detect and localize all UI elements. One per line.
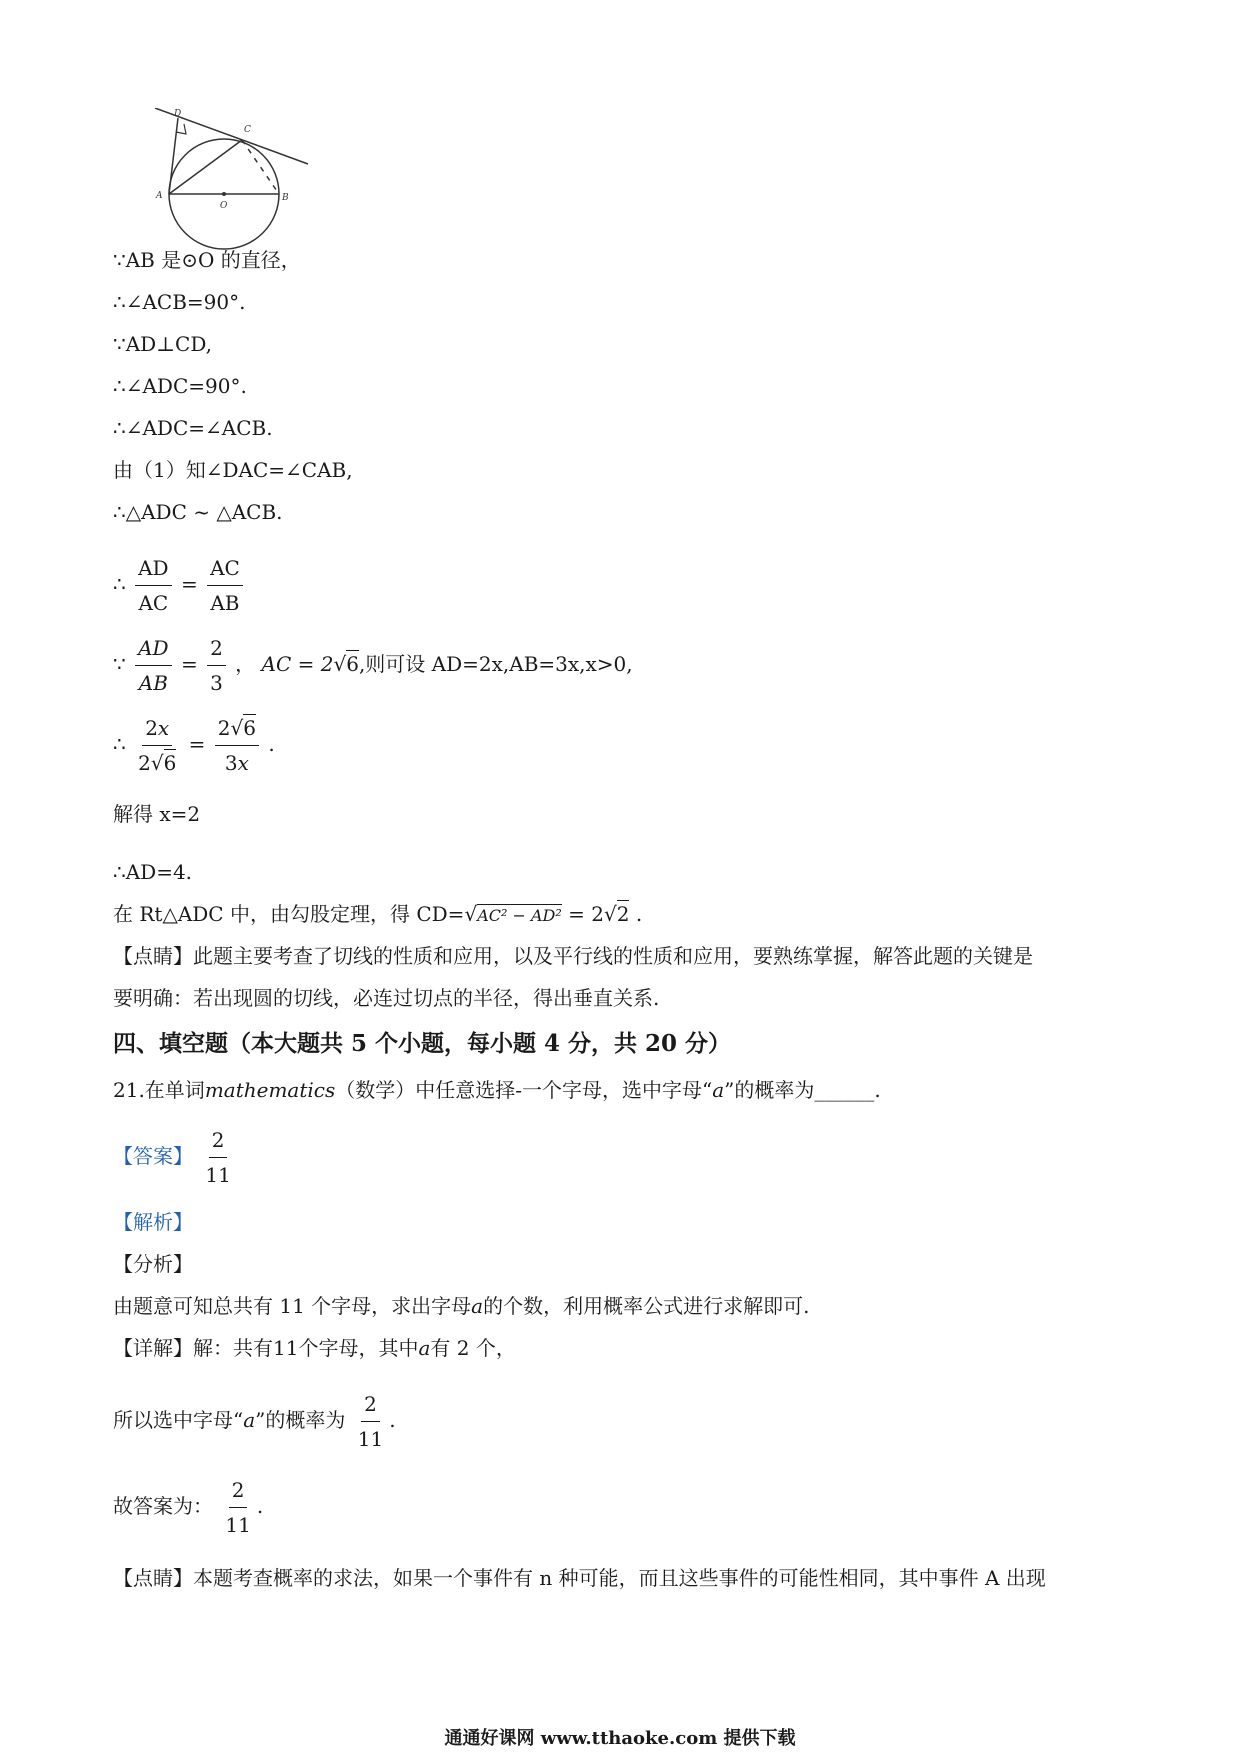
ad-value-line: ∴AD=4. [113,860,193,884]
footer-credit: 通通好课网 www.tthaoke.com 提供下载 [444,1728,796,1749]
answer-fraction: $\frac{2}{11}$ [202,1125,233,1190]
detail-line: 【详解】解：共有11个字母，其中a有 2 个， [113,1336,516,1360]
final-answer-line: 故答案为： $\frac{2}{11}$ . [113,1470,263,1542]
comment-line-2: 要明确：若出现圆的切线，必连过切点的半径，得出垂直关系. [113,986,660,1010]
label-o: O [220,201,228,211]
ratio-equation: ∴ $\frac{AD}{AC}$ = $\frac{AC}{AB}$ [113,548,246,620]
analysis-label: 【解析】 [113,1210,193,1234]
question-21: 21.在单词mathematics（数学）中任意选择-一个字母，选中字母“a”的概率为______. [113,1078,881,1102]
proof-line-1: ∵AB 是⊙O 的直径， [113,248,301,272]
final-fraction: $\frac{2}{11}$ [222,1475,253,1540]
word-mathematics: mathematics [204,1078,336,1102]
fenxi-text: 由题意可知总共有 11 个字母，求出字母a的个数，利用概率公式进行求解即可. [113,1294,810,1318]
proof-line-7: ∴△ADC ~ △ACB. [113,500,283,524]
proof-line-4: ∴∠ADC=90°. [113,374,247,398]
label-c: C [244,125,251,135]
pythagoras-line: 在 Rt△ADC 中，由勾股定理，得 CD=√AC² − AD² = 2√2 . [113,902,643,926]
label-d: D [174,109,182,119]
segment-ac [169,140,242,194]
because-symbol: ∵ [113,652,126,676]
fraction-ad-ac: $\frac{AD}{AC}$ [135,553,171,618]
note-line: 【点睛】本题考查概率的求法，如果一个事件有 n 种可能，而且这些事件的可能性相同，其中事件 A 出现 [113,1566,1046,1590]
therefore-symbol: ∴ [113,572,126,596]
fraction-2-3: $\frac{2}{3}$ [207,633,226,698]
segment-ad [169,118,178,194]
fenxi-label: 【分析】 [113,1252,193,1276]
given-ratio-line: ∵ $\frac{AD}{AB}$ = $\frac{2}{3}$ ， AC = 2√6,则可设 AD=2x,AB=3x,x>0, [113,628,633,700]
comment-line-1: 【点睛】此题主要考查了切线的性质和应用，以及平行线的性质和应用，要熟练掌握，解答此题的关键是 [113,944,1033,968]
proof-line-5: ∴∠ADC=∠ACB. [113,416,273,440]
label-b: B [282,193,289,203]
proof-line-2: ∴∠ACB=90°. [113,290,246,314]
segment-cb [242,140,279,194]
fraction-2root6-3x: $\frac{2√6}{3x}$ [215,713,259,778]
assume-text: ,则可设 AD=2x,AB=3x,x>0, [358,652,633,676]
note-label: 【点睛】 [113,1566,193,1590]
answer-line [113,1120,237,1192]
answer-label: 【答案】 [113,1144,193,1168]
fraction-ad-ab: $\frac{AD}{AB}$ [135,633,171,698]
fraction-2x-2root6: $\frac{2x}{2√6}$ [135,713,179,778]
solve-line: 解得 x=2 [113,802,201,826]
center-point [222,192,226,196]
probability-line: 所以选中字母“a”的概率为 $\frac{2}{11}$ . [113,1384,396,1456]
label-a: A [156,191,163,201]
circle-tangent-figure [150,108,310,268]
substitution-equation: ∴ $\frac{2x}{2√6}$ = $\frac{2√6}{3x}$ . [113,708,275,780]
fraction-ac-ab: $\frac{AC}{AB}$ [207,553,243,618]
proof-line-6: 由（1）知∠DAC=∠CAB, [113,458,353,482]
section-title: 四、填空题（本大题共 5 个小题，每小题 4 分，共 20 分） [113,1030,732,1057]
ac-value: AC = 2 [261,652,334,676]
detail-label: 【详解】 [113,1336,193,1360]
probability-fraction: $\frac{2}{11}$ [355,1389,386,1454]
proof-line-3: ∵AD⊥CD, [113,332,212,356]
